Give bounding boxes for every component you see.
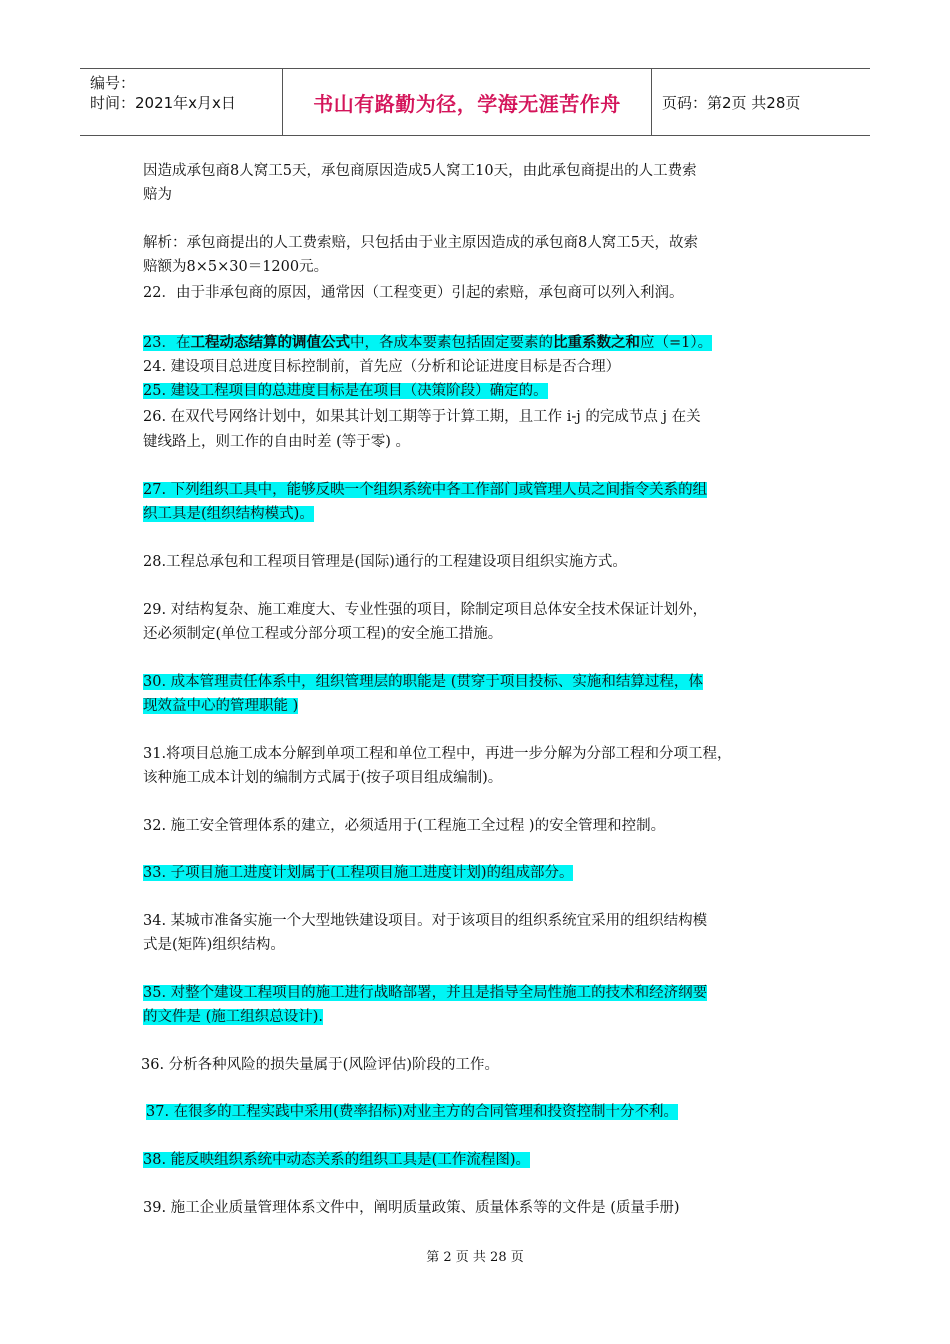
bold-term: 比重系数之和 [552,334,640,351]
paragraph-line: 赔额为8×5×30＝1200元。 [143,259,329,275]
bold-term: 工程动态结算的调值公式 [190,334,350,351]
paragraph-line: 34. 某城市准备实施一个大型地铁建设项目。对于该项目的组织系统宜采用的组织结构模 [143,913,708,929]
page-label: 页码：第2页 共28页 [662,93,801,112]
highlighted-text: 35. 对整个建设工程项目的施工进行战略部署，并且是指导全局性施工的技术和经济纲要 [143,985,708,1001]
item-27 [143,479,833,502]
item-27-cont [143,503,833,526]
item-23 [143,331,833,355]
highlighted-text: 33. 子项目施工进度计划属于(工程项目施工进度计划)的组成部分。 [143,865,574,881]
paragraph-line: 式是(矩阵)组织结构。 [143,937,285,953]
paragraph-line: 解析：承包商提出的人工费索赔，只包括由于业主原因造成的承包商8人窝工5天，故索 [143,235,698,251]
motto-text: 书山有路勤为径，学海无涯苦作舟 [313,91,621,116]
highlighted-text: 织工具是(组织结构模式)。 [143,506,314,522]
highlighted-text: 25. 建设工程项目的总进度目标是在项目（决策阶段）确定的。 [143,383,548,399]
paragraph-line: 26. 在双代号网络计划中，如果其计划工期等于计算工期，且工作 i-j 的完成节点 j 在关 [143,409,701,425]
item-38 [143,1149,833,1172]
header-table [80,68,870,136]
time-label: 时间：2021年x月x日 [90,94,236,112]
paragraph-line: 31.将项目总施工成本分解到单项工程和单位工程中，再进一步分解为分部工程和分项工程， [143,746,732,762]
item-35 [143,982,833,1005]
item-25 [143,380,833,403]
highlighted-text: 27. 下列组织工具中，能够反映一个组织系统中各工作部门或管理人员之间指令关系的组 [143,482,708,498]
paragraph-line: 因造成承包商8人窝工5天，承包商原因造成5人窝工10天，由此承包商提出的人工费索 [143,163,697,179]
item-33 [143,862,833,885]
paragraph-line: 该种施工成本计划的编制方式属于(按子项目组成编制)。 [143,770,503,786]
paragraph-line: 键线路上，则工作的自由时差 (等于零) 。 [143,434,411,450]
paragraph-line: 22．由于非承包商的原因，通常因（工程变更）引起的索赔，承包商可以列入利润。 [143,285,684,301]
item-23-text [143,335,712,351]
highlighted-text: 30. 成本管理责任体系中，组织管理层的职能是 (贯穿于项目投标、实施和结算过程，体 [143,674,703,690]
paragraph-line: 39. 施工企业质量管理体系文件中，阐明质量政策、质量体系等的文件是 (质量手册) [143,1200,680,1216]
item-37 [146,1101,836,1124]
item-30 [143,671,833,694]
header-left-cell [80,69,282,135]
paragraph-line: 28.工程总承包和工程项目管理是(国际)通行的工程建设项目组织实施方式。 [143,554,627,570]
highlighted-text: 的文件是 (施工组织总设计). [143,1009,324,1025]
highlighted-text: 37. 在很多的工程实践中采用(费率招标)对业主方的合同管理和投资控制十分不利。 [146,1104,678,1120]
paragraph-line: 36. 分析各种风险的损失量属于(风险评估)阶段的工作。 [141,1057,499,1073]
paragraph-line: 还必须制定(单位工程或分部分项工程)的安全施工措施。 [143,626,503,642]
text-part: 中，各成本要素包括固定要素的 [349,335,553,351]
paragraph-line: 赔为 [143,187,172,203]
paragraph-line: 29. 对结构复杂、施工难度大、专业性强的项目，除制定项目总体安全技术保证计划外， [143,602,708,618]
item-30-cont [143,695,833,718]
page-footer: 第 2 页 共 28 页 [426,1250,524,1265]
header-motto-cell [282,69,652,135]
text-part: 应（=1）。 [639,335,713,351]
header-page-cell [652,69,870,135]
paragraph-line: 32. 施工安全管理体系的建立，必须适用于(工程施工全过程 )的安全管理和控制。 [143,818,666,834]
highlighted-text: 38. 能反映组织系统中动态关系的组织工具是(工作流程图)。 [143,1152,530,1168]
text-part: 23．在 [143,335,191,351]
item-35-cont [143,1006,833,1029]
highlighted-text: 现效益中心的管理职能 ) [143,698,299,714]
paragraph-line: 24. 建设项目总进度目标控制前，首先应（分析和论证进度目标是否合理） [143,359,621,375]
number-label: 编号： [90,74,136,92]
